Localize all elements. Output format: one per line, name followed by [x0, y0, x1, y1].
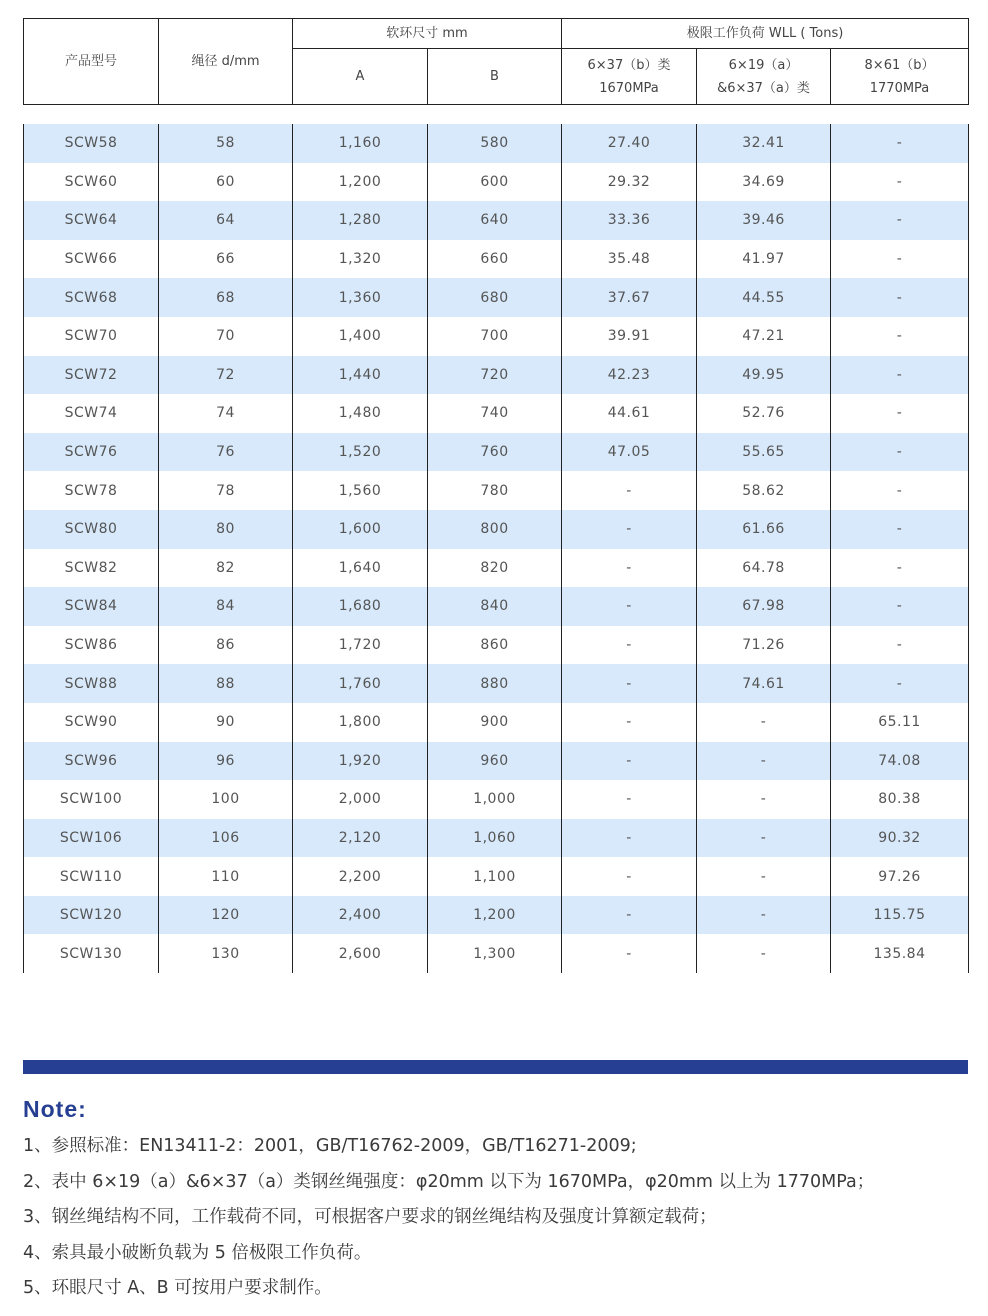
- cell-model: SCW72: [24, 356, 159, 395]
- header-wll: 极限工作负荷 WLL ( Tons): [562, 19, 969, 49]
- cell-wll-8x61b: 80.38: [831, 780, 969, 819]
- cell-wll-6x19a: 64.78: [697, 549, 831, 588]
- cell-dim-a: 2,600: [293, 934, 428, 973]
- cell-model: SCW66: [24, 240, 159, 279]
- cell-wll-8x61b: -: [831, 163, 969, 202]
- cell-wll-6x37b: -: [562, 664, 697, 703]
- table-row: [24, 896, 969, 935]
- header-wll-col1-type: 6×37（b）类: [587, 57, 671, 73]
- cell-dim-a: 1,160: [293, 124, 428, 163]
- header-dim-b: B: [428, 49, 562, 105]
- cell-wll-8x61b: -: [831, 549, 969, 588]
- cell-dim-a: 1,200: [293, 163, 428, 202]
- header-dim-a: A: [293, 49, 428, 105]
- cell-wll-6x19a: 55.65: [697, 433, 831, 472]
- cell-wll-6x37b: 37.67: [562, 278, 697, 317]
- header-wll-col2-type-extra: &6×37（a）类: [717, 80, 810, 96]
- cell-diameter: 78: [159, 471, 293, 510]
- cell-dim-a: 1,440: [293, 356, 428, 395]
- cell-diameter: 100: [159, 780, 293, 819]
- cell-dim-a: 1,360: [293, 278, 428, 317]
- cell-model: SCW130: [24, 934, 159, 973]
- cell-diameter: 96: [159, 742, 293, 781]
- cell-wll-6x37b: -: [562, 587, 697, 626]
- cell-wll-8x61b: -: [831, 124, 969, 163]
- section-divider-bar: [23, 1060, 968, 1074]
- cell-wll-6x19a: 32.41: [697, 124, 831, 163]
- cell-dim-b: 740: [428, 394, 562, 433]
- cell-model: SCW58: [24, 124, 159, 163]
- cell-wll-6x19a: 41.97: [697, 240, 831, 279]
- cell-wll-6x37b: 27.40: [562, 124, 697, 163]
- cell-dim-a: 2,120: [293, 819, 428, 858]
- cell-diameter: 88: [159, 664, 293, 703]
- cell-dim-b: 1,060: [428, 819, 562, 858]
- cell-dim-a: 2,000: [293, 780, 428, 819]
- cell-dim-b: 820: [428, 549, 562, 588]
- table-row: [24, 163, 969, 202]
- cell-diameter: 74: [159, 394, 293, 433]
- table-row: [24, 278, 969, 317]
- table-row: [24, 934, 969, 973]
- cell-wll-6x19a: 58.62: [697, 471, 831, 510]
- table-row: [24, 471, 969, 510]
- cell-wll-6x37b: -: [562, 549, 697, 588]
- cell-model: SCW64: [24, 201, 159, 240]
- cell-wll-8x61b: 135.84: [831, 934, 969, 973]
- cell-wll-6x19a: 47.21: [697, 317, 831, 356]
- table-rows: [24, 124, 969, 973]
- cell-model: SCW110: [24, 857, 159, 896]
- cell-wll-6x37b: 44.61: [562, 394, 697, 433]
- header-wll-col2: [697, 49, 831, 105]
- header-diameter: 绳径 d/mm: [159, 19, 293, 105]
- note-item: 1、参照标准：EN13411-2：2001，GB/T16762-2009，GB/T16271-2009;: [23, 1136, 637, 1156]
- cell-diameter: 90: [159, 703, 293, 742]
- cell-dim-b: 1,100: [428, 857, 562, 896]
- cell-model: SCW74: [24, 394, 159, 433]
- cell-wll-6x37b: -: [562, 742, 697, 781]
- cell-diameter: 120: [159, 896, 293, 935]
- cell-wll-6x37b: -: [562, 896, 697, 935]
- header-wll-col3-strength: 1770MPa: [869, 80, 930, 96]
- table-row: [24, 124, 969, 163]
- note-item: 5、环眼尺寸 A、B 可按用户要求制作。: [23, 1278, 332, 1298]
- cell-wll-8x61b: -: [831, 587, 969, 626]
- cell-wll-6x19a: 52.76: [697, 394, 831, 433]
- cell-diameter: 58: [159, 124, 293, 163]
- cell-model: SCW88: [24, 664, 159, 703]
- cell-dim-b: 700: [428, 317, 562, 356]
- cell-diameter: 60: [159, 163, 293, 202]
- cell-dim-a: 1,480: [293, 394, 428, 433]
- table-row: [24, 433, 969, 472]
- cell-dim-a: 1,320: [293, 240, 428, 279]
- cell-dim-b: 860: [428, 626, 562, 665]
- cell-wll-8x61b: -: [831, 664, 969, 703]
- cell-wll-6x19a: 61.66: [697, 510, 831, 549]
- cell-model: SCW70: [24, 317, 159, 356]
- cell-wll-6x19a: -: [697, 780, 831, 819]
- note-item: 2、表中 6×19（a）&6×37（a）类钢丝绳强度：φ20mm 以下为 1670MPa，φ20mm 以上为 1770MPa；: [23, 1171, 875, 1192]
- cell-dim-a: 1,640: [293, 549, 428, 588]
- cell-diameter: 86: [159, 626, 293, 665]
- cell-dim-a: 1,680: [293, 587, 428, 626]
- cell-dim-b: 720: [428, 356, 562, 395]
- note-item: 3、钢丝绳结构不同，工作载荷不同，可根据客户要求的钢丝绳结构及强度计算额定载荷；: [23, 1207, 717, 1227]
- cell-model: SCW76: [24, 433, 159, 472]
- cell-dim-b: 780: [428, 471, 562, 510]
- cell-wll-6x37b: -: [562, 819, 697, 858]
- cell-wll-8x61b: 65.11: [831, 703, 969, 742]
- cell-dim-a: 1,720: [293, 626, 428, 665]
- cell-wll-8x61b: -: [831, 510, 969, 549]
- cell-diameter: 68: [159, 278, 293, 317]
- table-row: [24, 549, 969, 588]
- cell-model: SCW78: [24, 471, 159, 510]
- cell-wll-6x19a: 71.26: [697, 626, 831, 665]
- cell-wll-6x37b: -: [562, 471, 697, 510]
- table-row: [24, 356, 969, 395]
- cell-dim-a: 1,520: [293, 433, 428, 472]
- cell-dim-a: 1,280: [293, 201, 428, 240]
- cell-wll-8x61b: 115.75: [831, 896, 969, 935]
- cell-dim-a: 1,760: [293, 664, 428, 703]
- cell-model: SCW80: [24, 510, 159, 549]
- cell-wll-8x61b: -: [831, 240, 969, 279]
- cell-wll-6x37b: -: [562, 780, 697, 819]
- table-row: [24, 703, 969, 742]
- cell-diameter: 76: [159, 433, 293, 472]
- cell-wll-8x61b: -: [831, 626, 969, 665]
- notes-list: [23, 1133, 973, 1311]
- cell-model: SCW106: [24, 819, 159, 858]
- cell-diameter: 66: [159, 240, 293, 279]
- cell-model: SCW68: [24, 278, 159, 317]
- cell-dim-a: 1,400: [293, 317, 428, 356]
- table-row: [24, 742, 969, 781]
- cell-wll-8x61b: -: [831, 317, 969, 356]
- table-row: [24, 819, 969, 858]
- spec-table-header: [23, 18, 969, 105]
- cell-dim-b: 660: [428, 240, 562, 279]
- cell-dim-b: 640: [428, 201, 562, 240]
- cell-dim-b: 880: [428, 664, 562, 703]
- header-wll-col3-type: 8×61（b）: [864, 57, 935, 73]
- cell-wll-6x19a: -: [697, 703, 831, 742]
- cell-wll-6x19a: -: [697, 934, 831, 973]
- cell-model: SCW120: [24, 896, 159, 935]
- cell-wll-6x37b: 39.91: [562, 317, 697, 356]
- cell-wll-6x19a: -: [697, 819, 831, 858]
- cell-wll-8x61b: 90.32: [831, 819, 969, 858]
- cell-dim-b: 800: [428, 510, 562, 549]
- header-wll-col1: [562, 49, 697, 105]
- cell-dim-a: 1,600: [293, 510, 428, 549]
- table-row: [24, 394, 969, 433]
- cell-dim-b: 600: [428, 163, 562, 202]
- cell-diameter: 106: [159, 819, 293, 858]
- cell-model: SCW96: [24, 742, 159, 781]
- table-row: [24, 780, 969, 819]
- table-row: [24, 857, 969, 896]
- cell-wll-8x61b: 97.26: [831, 857, 969, 896]
- header-dimensions: 软环尺寸 mm: [293, 19, 562, 49]
- cell-diameter: 64: [159, 201, 293, 240]
- cell-diameter: 82: [159, 549, 293, 588]
- cell-wll-6x19a: 74.61: [697, 664, 831, 703]
- cell-dim-b: 1,000: [428, 780, 562, 819]
- note-item: 4、索具最小破断负载为 5 倍极限工作负荷。: [23, 1242, 372, 1263]
- cell-diameter: 72: [159, 356, 293, 395]
- cell-dim-b: 760: [428, 433, 562, 472]
- cell-dim-b: 840: [428, 587, 562, 626]
- cell-model: SCW82: [24, 549, 159, 588]
- cell-wll-6x19a: 44.55: [697, 278, 831, 317]
- table-row: [24, 240, 969, 279]
- table-row: [24, 317, 969, 356]
- cell-wll-6x19a: 34.69: [697, 163, 831, 202]
- cell-model: SCW90: [24, 703, 159, 742]
- cell-wll-6x19a: -: [697, 857, 831, 896]
- table-row: [24, 626, 969, 665]
- cell-wll-8x61b: -: [831, 471, 969, 510]
- spec-table-body: [23, 124, 969, 973]
- cell-dim-b: 580: [428, 124, 562, 163]
- cell-wll-8x61b: -: [831, 356, 969, 395]
- table-row: [24, 664, 969, 703]
- cell-wll-6x37b: -: [562, 857, 697, 896]
- cell-wll-6x37b: -: [562, 510, 697, 549]
- cell-dim-a: 1,800: [293, 703, 428, 742]
- cell-dim-a: 1,920: [293, 742, 428, 781]
- cell-wll-6x37b: 35.48: [562, 240, 697, 279]
- cell-diameter: 84: [159, 587, 293, 626]
- cell-wll-8x61b: -: [831, 201, 969, 240]
- cell-wll-6x37b: -: [562, 703, 697, 742]
- cell-wll-8x61b: -: [831, 278, 969, 317]
- cell-diameter: 80: [159, 510, 293, 549]
- cell-diameter: 130: [159, 934, 293, 973]
- cell-dim-b: 680: [428, 278, 562, 317]
- cell-wll-6x19a: -: [697, 896, 831, 935]
- header-wll-col1-strength: 1670MPa: [599, 80, 659, 96]
- cell-wll-8x61b: 74.08: [831, 742, 969, 781]
- cell-dim-a: 2,200: [293, 857, 428, 896]
- cell-wll-6x37b: 29.32: [562, 163, 697, 202]
- table-row: [24, 510, 969, 549]
- cell-dim-b: 1,300: [428, 934, 562, 973]
- cell-wll-6x19a: -: [697, 742, 831, 781]
- header-wll-col3: [831, 49, 969, 105]
- cell-dim-b: 900: [428, 703, 562, 742]
- header-model: 产品型号: [24, 19, 159, 105]
- cell-wll-6x37b: -: [562, 626, 697, 665]
- cell-diameter: 110: [159, 857, 293, 896]
- cell-wll-6x19a: 67.98: [697, 587, 831, 626]
- cell-wll-6x37b: 33.36: [562, 201, 697, 240]
- cell-dim-b: 960: [428, 742, 562, 781]
- cell-diameter: 70: [159, 317, 293, 356]
- cell-dim-a: 2,400: [293, 896, 428, 935]
- cell-wll-8x61b: -: [831, 433, 969, 472]
- cell-wll-6x37b: 42.23: [562, 356, 697, 395]
- table-row: [24, 587, 969, 626]
- cell-wll-6x19a: 39.46: [697, 201, 831, 240]
- cell-dim-a: 1,560: [293, 471, 428, 510]
- cell-wll-6x37b: -: [562, 934, 697, 973]
- header-wll-col2-type: 6×19（a）: [728, 57, 799, 73]
- cell-model: SCW86: [24, 626, 159, 665]
- cell-dim-b: 1,200: [428, 896, 562, 935]
- cell-wll-6x37b: 47.05: [562, 433, 697, 472]
- cell-model: SCW60: [24, 163, 159, 202]
- cell-model: SCW100: [24, 780, 159, 819]
- table-row: [24, 201, 969, 240]
- cell-model: SCW84: [24, 587, 159, 626]
- notes-title: Note:: [23, 1096, 87, 1122]
- cell-wll-6x19a: 49.95: [697, 356, 831, 395]
- cell-wll-8x61b: -: [831, 394, 969, 433]
